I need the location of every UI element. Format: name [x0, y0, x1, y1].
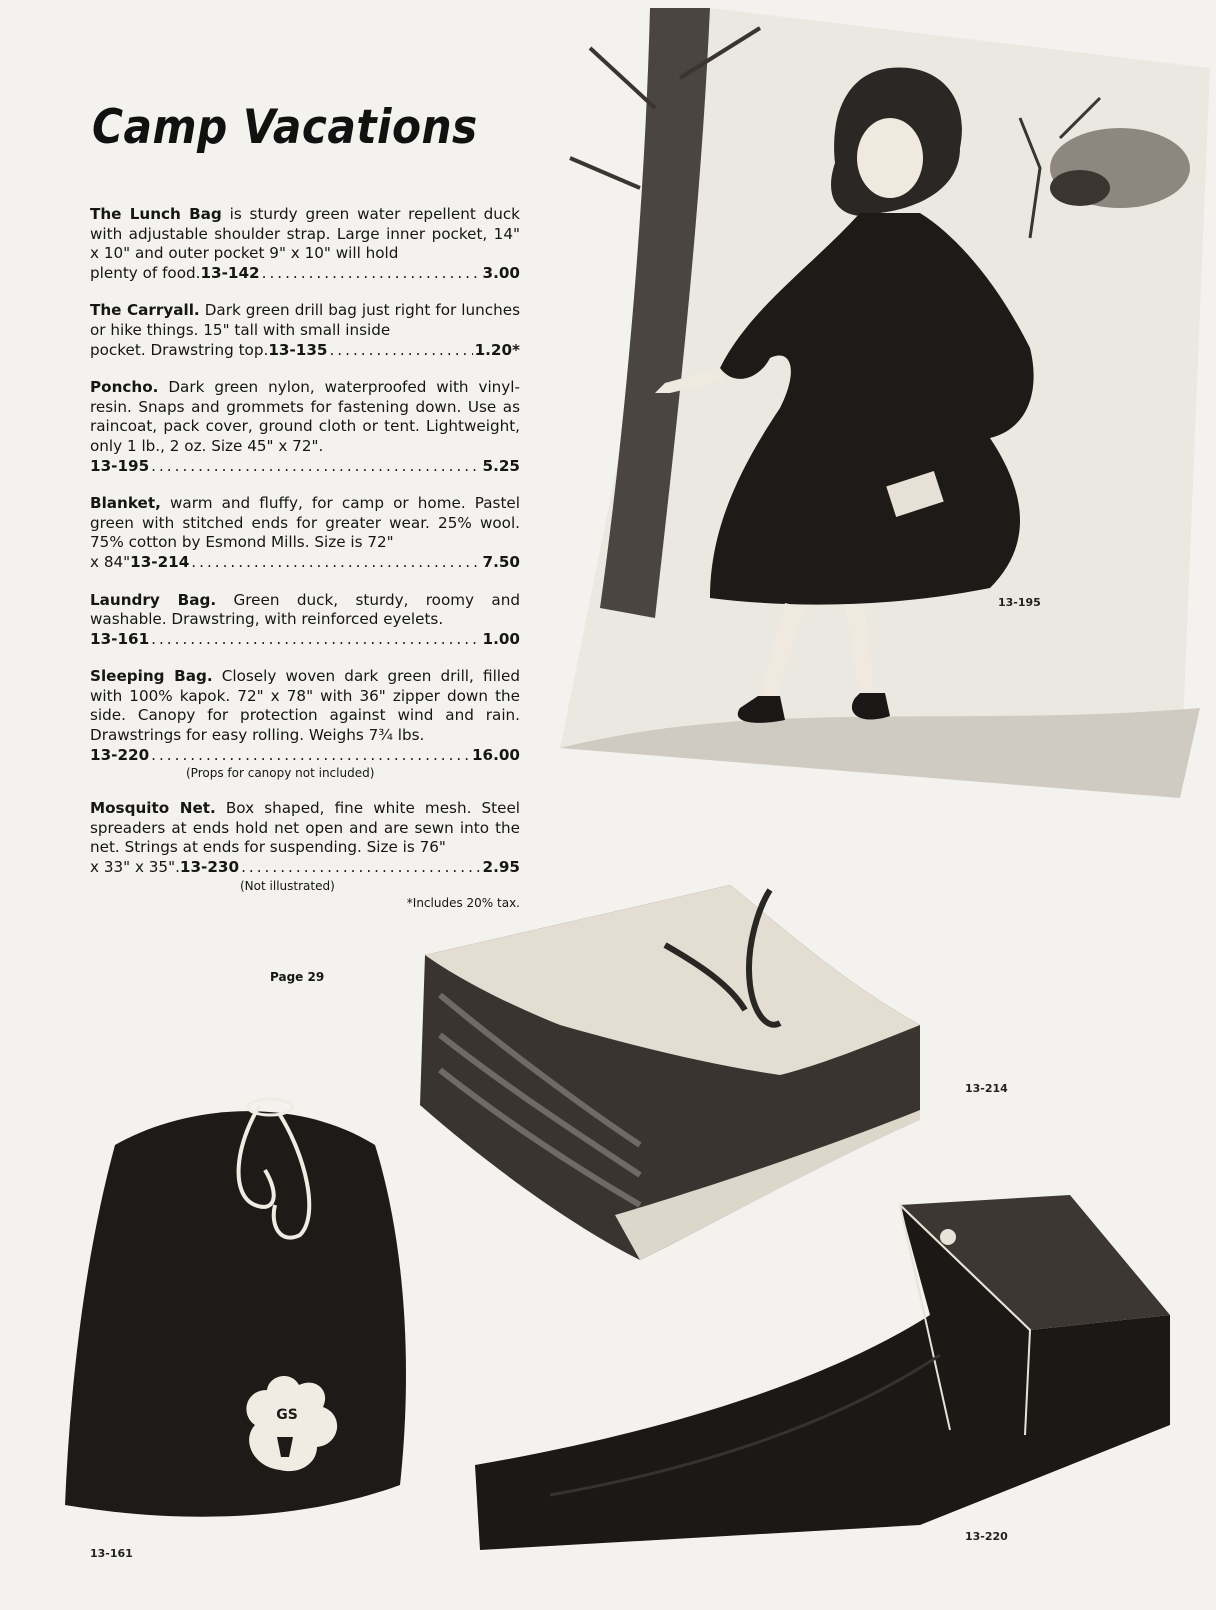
- product-laundry-bag: [90, 591, 520, 650]
- product-carryall: [90, 301, 520, 360]
- product-description: Dark green nylon, waterproofed with vinyl-resin. Snaps and grommets for fastening down. Use as raincoat, pack cover, ground cloth or tent. Lightweight, only 1 lb., 2 oz. Size 45" x 72".: [90, 378, 520, 455]
- item-code: 13-230: [179, 858, 240, 877]
- product-blanket: [90, 494, 520, 572]
- emblem-text: GS: [276, 1407, 298, 1423]
- page-number: Page 29: [270, 970, 325, 984]
- item-price: 1.00: [482, 629, 520, 648]
- leader-dots: [262, 264, 481, 284]
- price-line: [90, 457, 520, 477]
- item-code: 13-214: [130, 552, 190, 571]
- item-code: 13-142: [200, 263, 260, 282]
- item-code: 13-135: [268, 340, 328, 359]
- product-description: is sturdy green water repellent duck with adjustable shoulder strap. Large inner pocket, 14" x 10" and outer pocket 9" x 10" will hold: [90, 205, 520, 263]
- product-description: Closely woven dark green drill, filled with 100% kapok. 72" x 78" with 36" zipper down the side. Canopy for protection against wind and rain. Drawstrings for easy rolling. Weighs 7¾ lbs.: [90, 667, 520, 745]
- product-name: Laundry Bag.: [90, 590, 217, 609]
- caption-laundry-bag: 13-161: [90, 1547, 133, 1560]
- item-code: 13-195: [90, 456, 150, 475]
- price-line: [90, 630, 520, 650]
- page-title: Camp Vacations: [92, 100, 478, 155]
- product-description: Dark green drill bag just right for lunches or hike things. 15" tall with small inside: [90, 301, 521, 339]
- description-tail: plenty of food.: [90, 263, 201, 282]
- product-name: The Carryall.: [90, 301, 200, 320]
- leader-dots: [329, 341, 472, 361]
- product-name: The Lunch Bag: [90, 205, 222, 223]
- product-poncho: [90, 378, 520, 476]
- item-price: 3.00: [482, 263, 520, 282]
- product-lunch-bag: [90, 205, 520, 283]
- product-note: (Props for canopy not included): [186, 766, 375, 781]
- leader-dots: [191, 553, 480, 573]
- item-price: 5.25: [482, 456, 520, 475]
- sleeping-bag-illustration: [470, 1195, 1190, 1555]
- product-note: (Not illustrated): [240, 878, 335, 893]
- product-name: Mosquito Net.: [90, 799, 216, 818]
- leader-dots: [151, 630, 480, 650]
- product-description: Green duck, sturdy, roomy and washable. Drawstring, with reinforced eyelets.: [90, 590, 520, 629]
- caption-sleeping-bag: 13-220: [965, 1530, 1008, 1543]
- product-name: Poncho.: [90, 378, 159, 397]
- product-list: [90, 205, 520, 929]
- item-price: 16.00: [471, 745, 520, 764]
- description-tail: x 84": [90, 552, 131, 571]
- price-line: [90, 746, 520, 766]
- price-line: [90, 858, 520, 878]
- caption-blanket: 13-214: [965, 1082, 1008, 1095]
- product-description: Box shaped, fine white mesh. Steel spreaders at ends hold net open and are sewn into the net. Strings at ends for suspending. Size is 76": [90, 799, 521, 857]
- item-price: 1.20*: [474, 340, 520, 359]
- leader-dots: [241, 858, 480, 878]
- description-tail: pocket. Drawstring top.: [90, 340, 269, 359]
- item-price: 2.95: [482, 858, 520, 877]
- tax-note: *Includes 20% tax.: [406, 895, 520, 910]
- product-name: Sleeping Bag.: [90, 667, 213, 686]
- product-name: Blanket,: [90, 494, 161, 513]
- product-sleeping-bag: [90, 667, 520, 781]
- poncho-illustration: [560, 8, 1210, 798]
- price-line: [90, 553, 520, 573]
- caption-poncho: 13-195: [998, 596, 1041, 609]
- description-tail: x 33" x 35".: [90, 858, 180, 877]
- leader-dots: [151, 457, 480, 477]
- product-description: warm and fluffy, for camp or home. Pastel green with stitched ends for greater wear. 25% wool. 75% cotton by Esmond Mills. Size is 72": [90, 494, 520, 552]
- item-price: 7.50: [482, 552, 520, 571]
- item-code: 13-161: [90, 629, 150, 648]
- price-line: [90, 341, 520, 361]
- laundry-bag-illustration: [55, 1085, 435, 1525]
- price-line: [90, 264, 520, 284]
- leader-dots: [151, 746, 470, 766]
- item-code: 13-220: [90, 745, 150, 764]
